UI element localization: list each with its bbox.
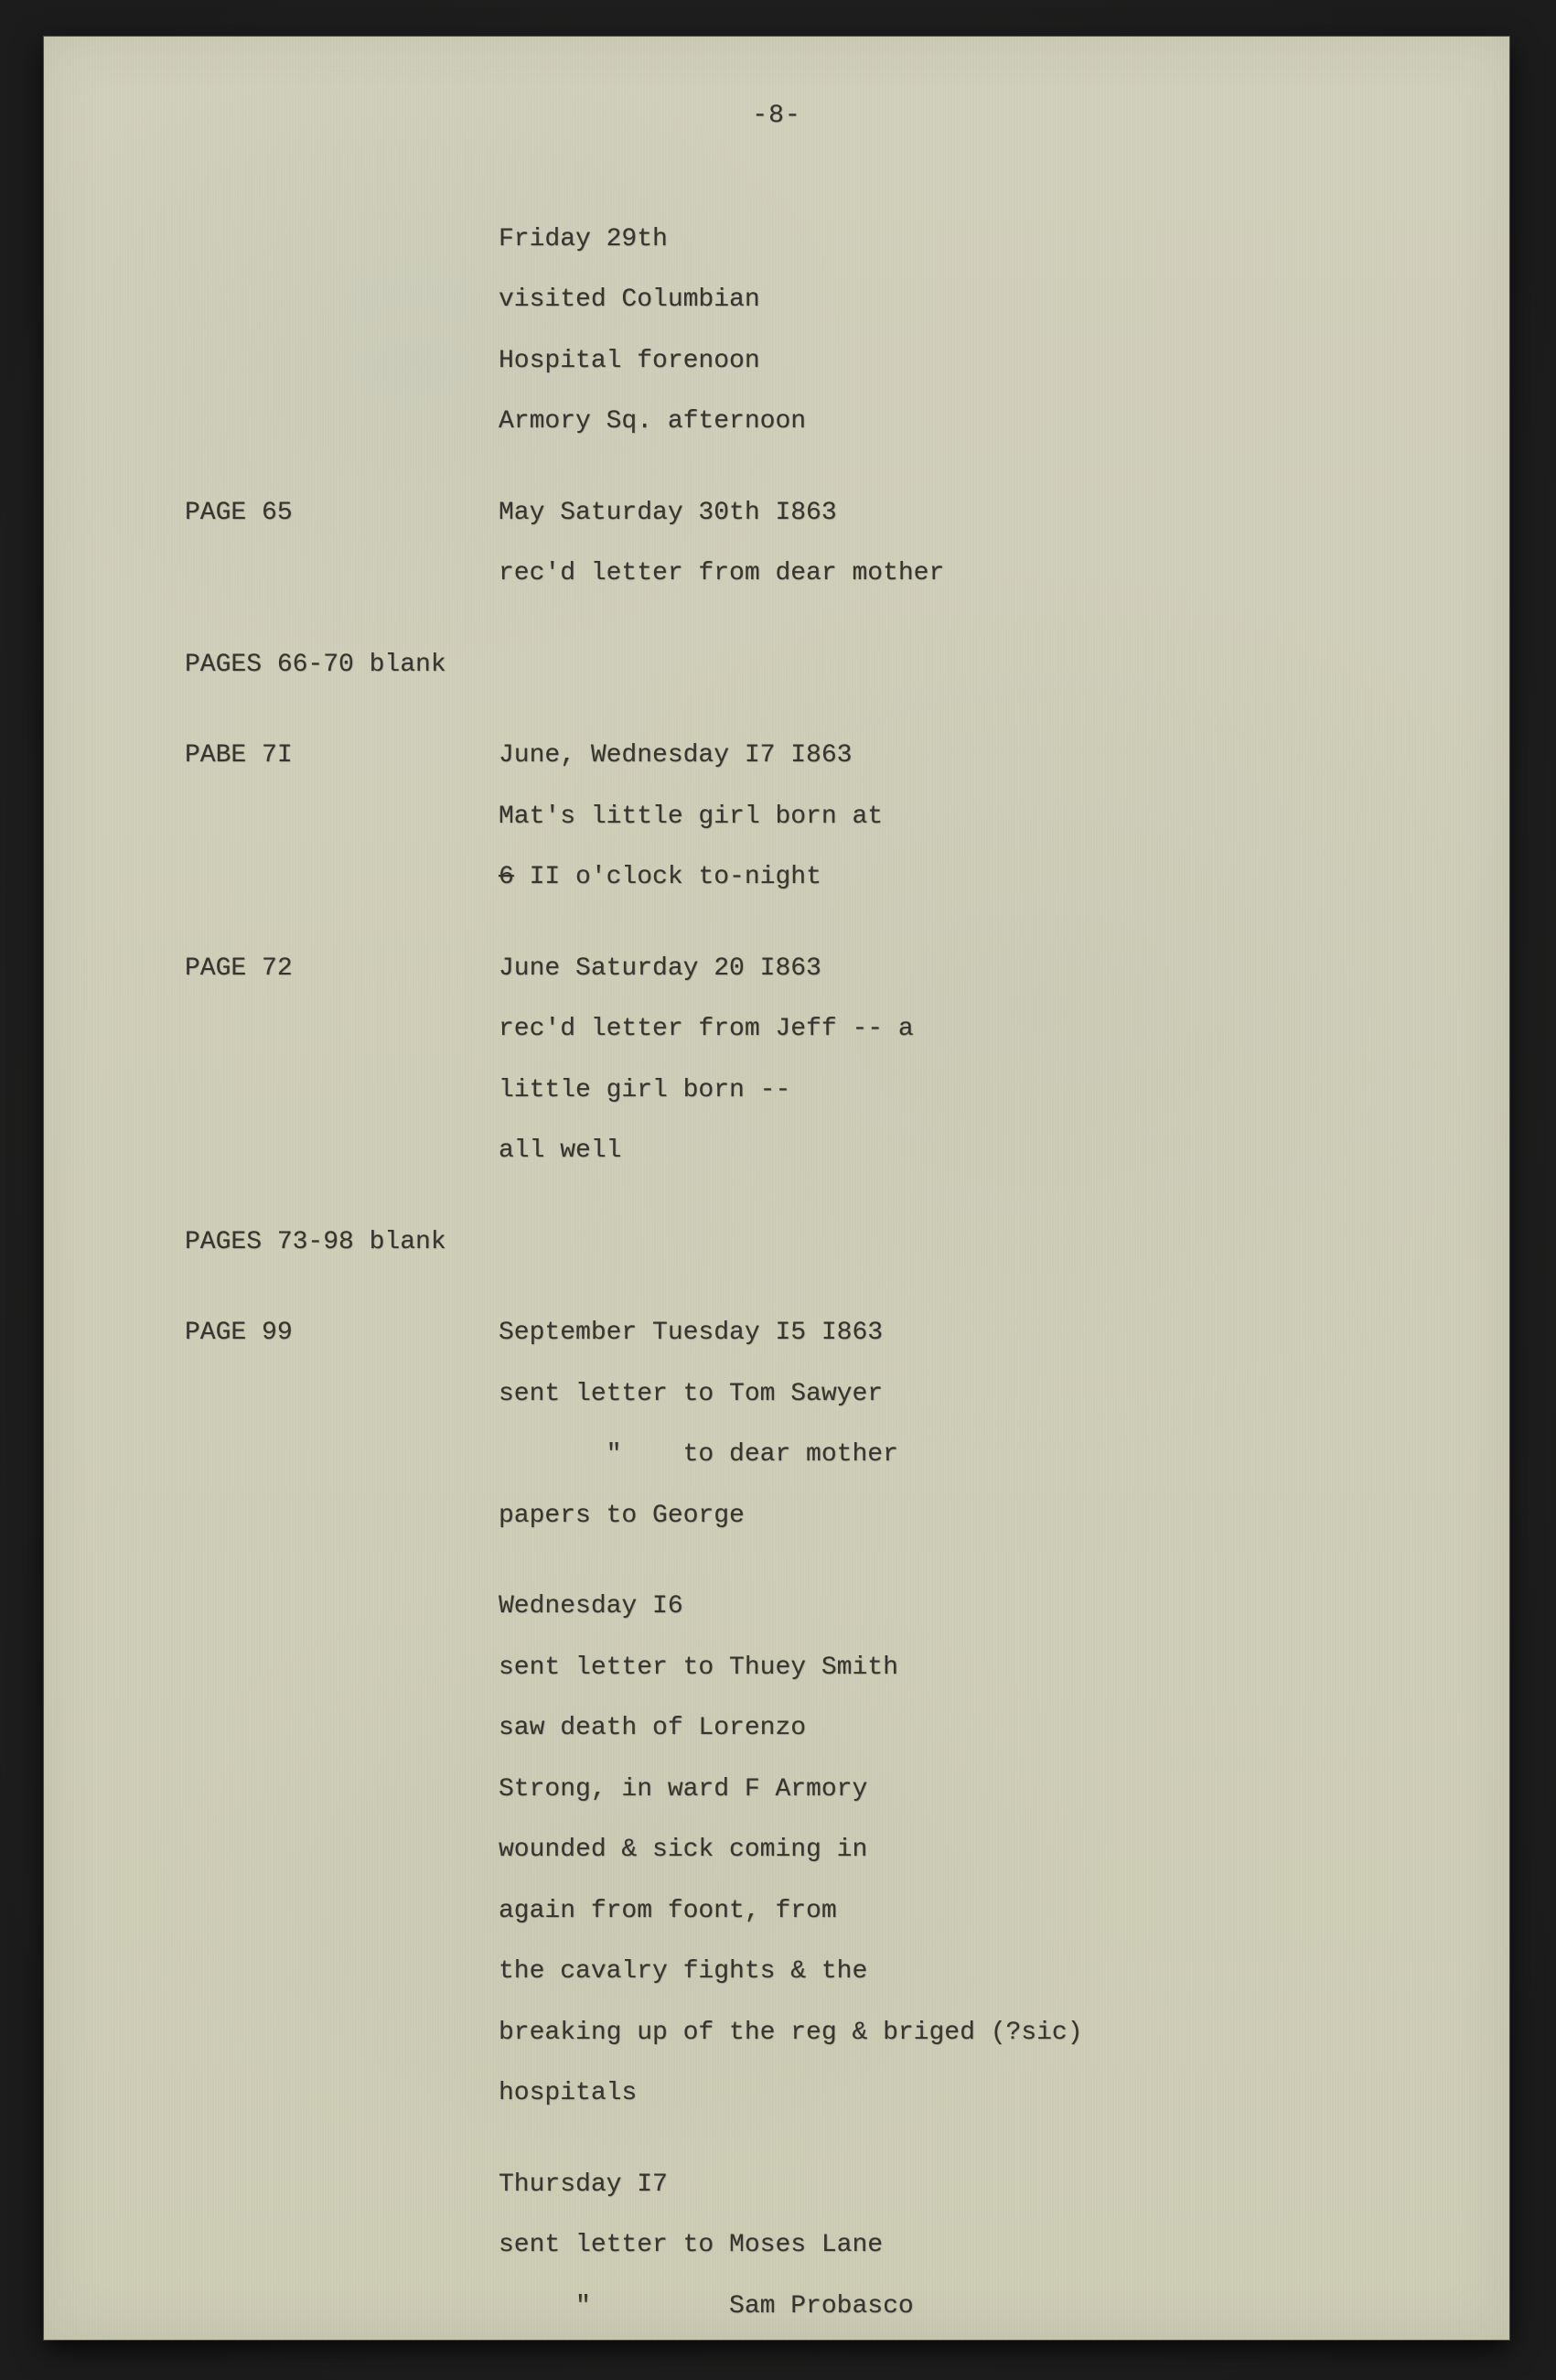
diary-line: rec'd letter from dear mother [499, 559, 945, 587]
diary-line: papers to George [499, 1501, 745, 1530]
document-page [44, 37, 1509, 2340]
diary-lines [499, 2155, 1509, 2338]
page-label: PAGE 65 [185, 498, 293, 527]
diary-line: Armory Sq. afternoon [499, 407, 807, 436]
diary-line: Wednesday I6 [499, 1592, 683, 1621]
diary-line: Thursday I7 [499, 2170, 668, 2199]
diary-entry-block [44, 1303, 1509, 1546]
diary-line: visited Columbian [499, 285, 760, 314]
page-label: PAGE 72 [185, 953, 293, 983]
page-label: PABE 7I [185, 741, 293, 770]
diary-line: September Tuesday I5 I863 [499, 1319, 884, 1347]
diary-lines [499, 210, 1509, 453]
diary-entry-block [44, 635, 1509, 696]
diary-line: the cavalry fights & the [499, 1957, 868, 1986]
diary-line: sent letter to Tom Sawyer [499, 1379, 884, 1408]
diary-line: " Sam Probasco [499, 2291, 914, 2321]
page-label: PAGE 99 [185, 1319, 293, 1347]
diary-line: May Saturday 30th I863 [499, 498, 837, 527]
diary-line: saw death of Lorenzo [499, 1714, 807, 1742]
diary-line: Mat's little girl born at [499, 802, 884, 831]
document-content [44, 37, 1509, 2340]
diary-line: little girl born -- [499, 1075, 791, 1104]
diary-line: June, Wednesday I7 I863 [499, 741, 853, 770]
diary-line: all well [499, 1136, 622, 1165]
diary-entry-block [44, 2155, 1509, 2338]
diary-entry-block [44, 726, 1509, 909]
diary-line: Friday 29th [499, 224, 668, 253]
diary-entry-block [44, 210, 1509, 453]
diary-line: sent letter to Moses Lane [499, 2231, 884, 2259]
diary-entry-block [44, 939, 1509, 1182]
diary-line: sent letter to Thuey Smith [499, 1653, 898, 1682]
page-label: PAGES 73-98 blank [185, 1227, 446, 1256]
diary-line: hospitals [499, 2079, 638, 2107]
diary-line: again from foont, from [499, 1896, 837, 1925]
diary-line: wounded & sick coming in [499, 1836, 868, 1864]
diary-line: Strong, in ward F Armory [499, 1774, 868, 1804]
page-label: PAGES 66-70 blank [185, 650, 446, 679]
diary-entry-block [44, 483, 1509, 605]
diary-line: Hospital forenoon [499, 346, 760, 375]
struck-character: 6 [499, 863, 514, 891]
diary-lines [499, 1303, 1509, 1546]
diary-line: rec'd letter from Jeff -- a [499, 1015, 914, 1043]
diary-lines [499, 726, 1509, 909]
diary-line: " to dear mother [499, 1440, 898, 1469]
diary-entry-block [44, 1577, 1509, 2125]
diary-line: June Saturday 20 I863 [499, 953, 821, 983]
diary-lines [499, 1577, 1509, 2125]
diary-lines [499, 483, 1509, 605]
page-number: -8- [752, 102, 801, 130]
diary-entry-block [44, 1212, 1509, 1274]
diary-line: 6 II o'clock to-night [499, 863, 821, 891]
diary-line: breaking up of the reg & briged (?sic) [499, 2018, 1083, 2047]
diary-lines [499, 939, 1509, 1182]
document-body [44, 210, 1509, 2338]
